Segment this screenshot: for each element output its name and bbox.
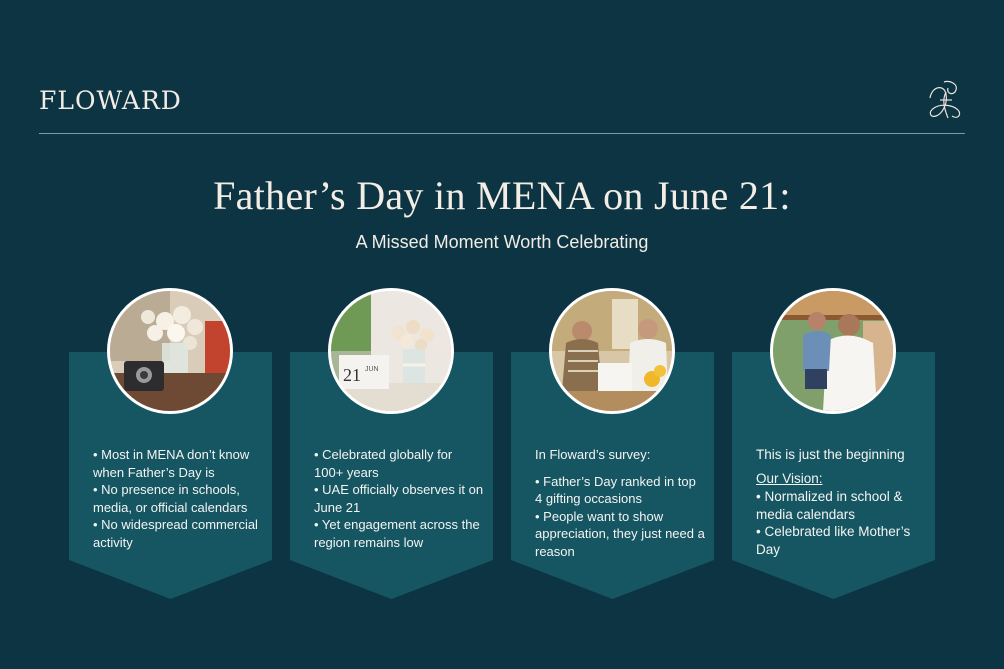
list-item: • Yet engagement across the region remains low <box>314 517 480 550</box>
list-item: • No widespread commercial activity <box>93 517 258 550</box>
card-text <box>314 446 484 551</box>
list-item: • Celebrated like Mother’s Day <box>756 524 911 557</box>
list-item: • Most in MENA don’t know when Father’s Day is <box>93 447 250 480</box>
card-survey <box>511 352 714 599</box>
svg-text:JUN: JUN <box>365 366 379 373</box>
list-item: • No presence in schools, media, or official calendars <box>93 482 248 515</box>
flowers-and-camera-photo <box>107 288 233 414</box>
floward-logo: FLOWARD <box>39 86 182 115</box>
page-title: Father’s Day in MENA on June 21: <box>213 173 791 218</box>
card-text <box>93 446 263 551</box>
card-text <box>535 446 705 560</box>
father-child-hug-photo <box>770 288 896 414</box>
svg-text:21: 21 <box>343 365 361 385</box>
list-item: • UAE officially observes it on June 21 <box>314 482 484 515</box>
calendar-june-21-photo <box>328 288 454 414</box>
card-heading: In Floward’s survey: <box>535 447 651 462</box>
card-vision <box>732 352 935 599</box>
card-text <box>756 446 926 558</box>
list-item: • People want to show appreciation, they just need a reason <box>535 508 705 559</box>
vision-label: Our Vision: <box>756 470 823 486</box>
page-subtitle: A Missed Moment Worth Celebrating <box>355 232 649 252</box>
header-divider <box>39 133 965 134</box>
card-awareness <box>69 352 272 599</box>
list-item: • Normalized in school & media calendars <box>756 489 903 522</box>
father-son-gift-photo <box>549 288 675 414</box>
list-item: • Celebrated globally for 100+ years <box>314 447 453 480</box>
floward-monogram-icon <box>922 78 968 122</box>
card-heading: This is just the beginning <box>756 447 905 462</box>
list-item: • Father’s Day ranked in top 4 gifting occasions <box>535 473 696 506</box>
card-observance <box>290 352 493 599</box>
